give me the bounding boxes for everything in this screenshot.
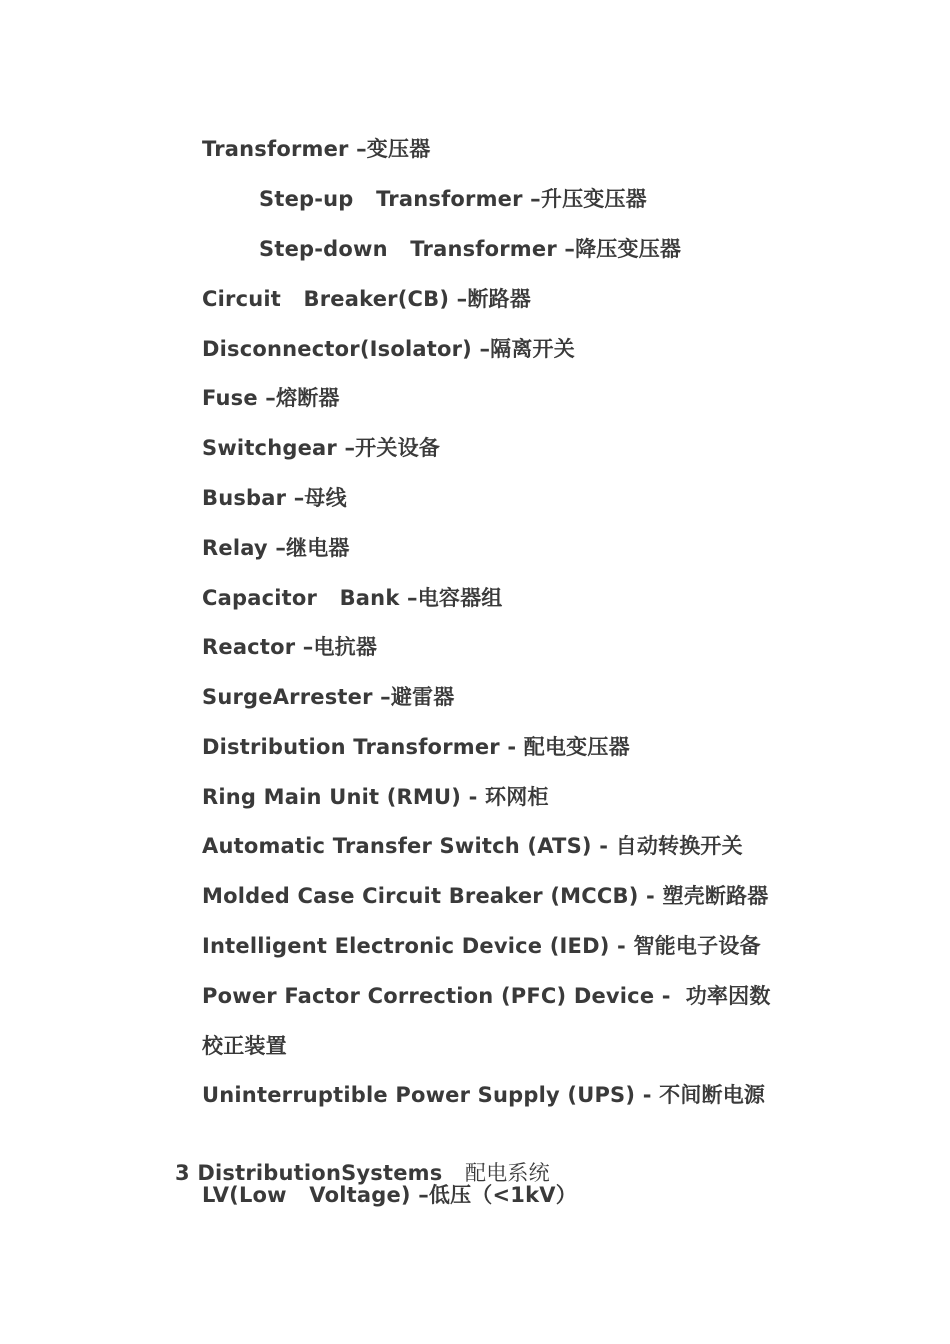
term-pfc-device: Power Factor Correction (PFC) Device - 功率因数 — [202, 984, 771, 1008]
term-transformer: Transformer –变压器 — [202, 137, 431, 161]
term-fuse: Fuse –熔断器 — [202, 386, 340, 410]
term-busbar: Busbar –母线 — [202, 486, 347, 510]
term-reactor: Reactor –电抗器 — [202, 635, 378, 659]
term-low-voltage: LV(Low Voltage) –低压（<1kV） — [202, 1183, 577, 1207]
term-pfc-device-continued: 校正装置 — [202, 1034, 287, 1058]
term-ups: Uninterruptible Power Supply (UPS) - 不间断电源 — [202, 1083, 766, 1107]
term-switchgear: Switchgear –开关设备 — [202, 436, 440, 460]
term-step-down-transformer: Step-down Transformer –降压变压器 — [259, 237, 682, 261]
term-surge-arrester: SurgeArrester –避雷器 — [202, 685, 455, 709]
section-heading-cn: 配电系统 — [465, 1161, 550, 1185]
term-disconnector: Disconnector(Isolator) –隔离开关 — [202, 337, 575, 361]
section-heading-text: 3 DistributionSystems — [175, 1161, 443, 1185]
term-step-up-transformer: Step-up Transformer –升压变压器 — [259, 187, 647, 211]
term-circuit-breaker: Circuit Breaker(CB) –断路器 — [202, 287, 531, 311]
term-ied: Intelligent Electronic Device (IED) - 智能电子设备 — [202, 934, 761, 958]
term-mccb: Molded Case Circuit Breaker (MCCB) - 塑壳断路器 — [202, 884, 769, 908]
term-ring-main-unit: Ring Main Unit (RMU) - 环网柜 — [202, 785, 549, 809]
term-distribution-transformer: Distribution Transformer - 配电变压器 — [202, 735, 630, 759]
term-automatic-transfer-switch: Automatic Transfer Switch (ATS) - 自动转换开关 — [202, 834, 743, 858]
term-capacitor-bank: Capacitor Bank –电容器组 — [202, 586, 503, 610]
term-relay: Relay –继电器 — [202, 536, 350, 560]
